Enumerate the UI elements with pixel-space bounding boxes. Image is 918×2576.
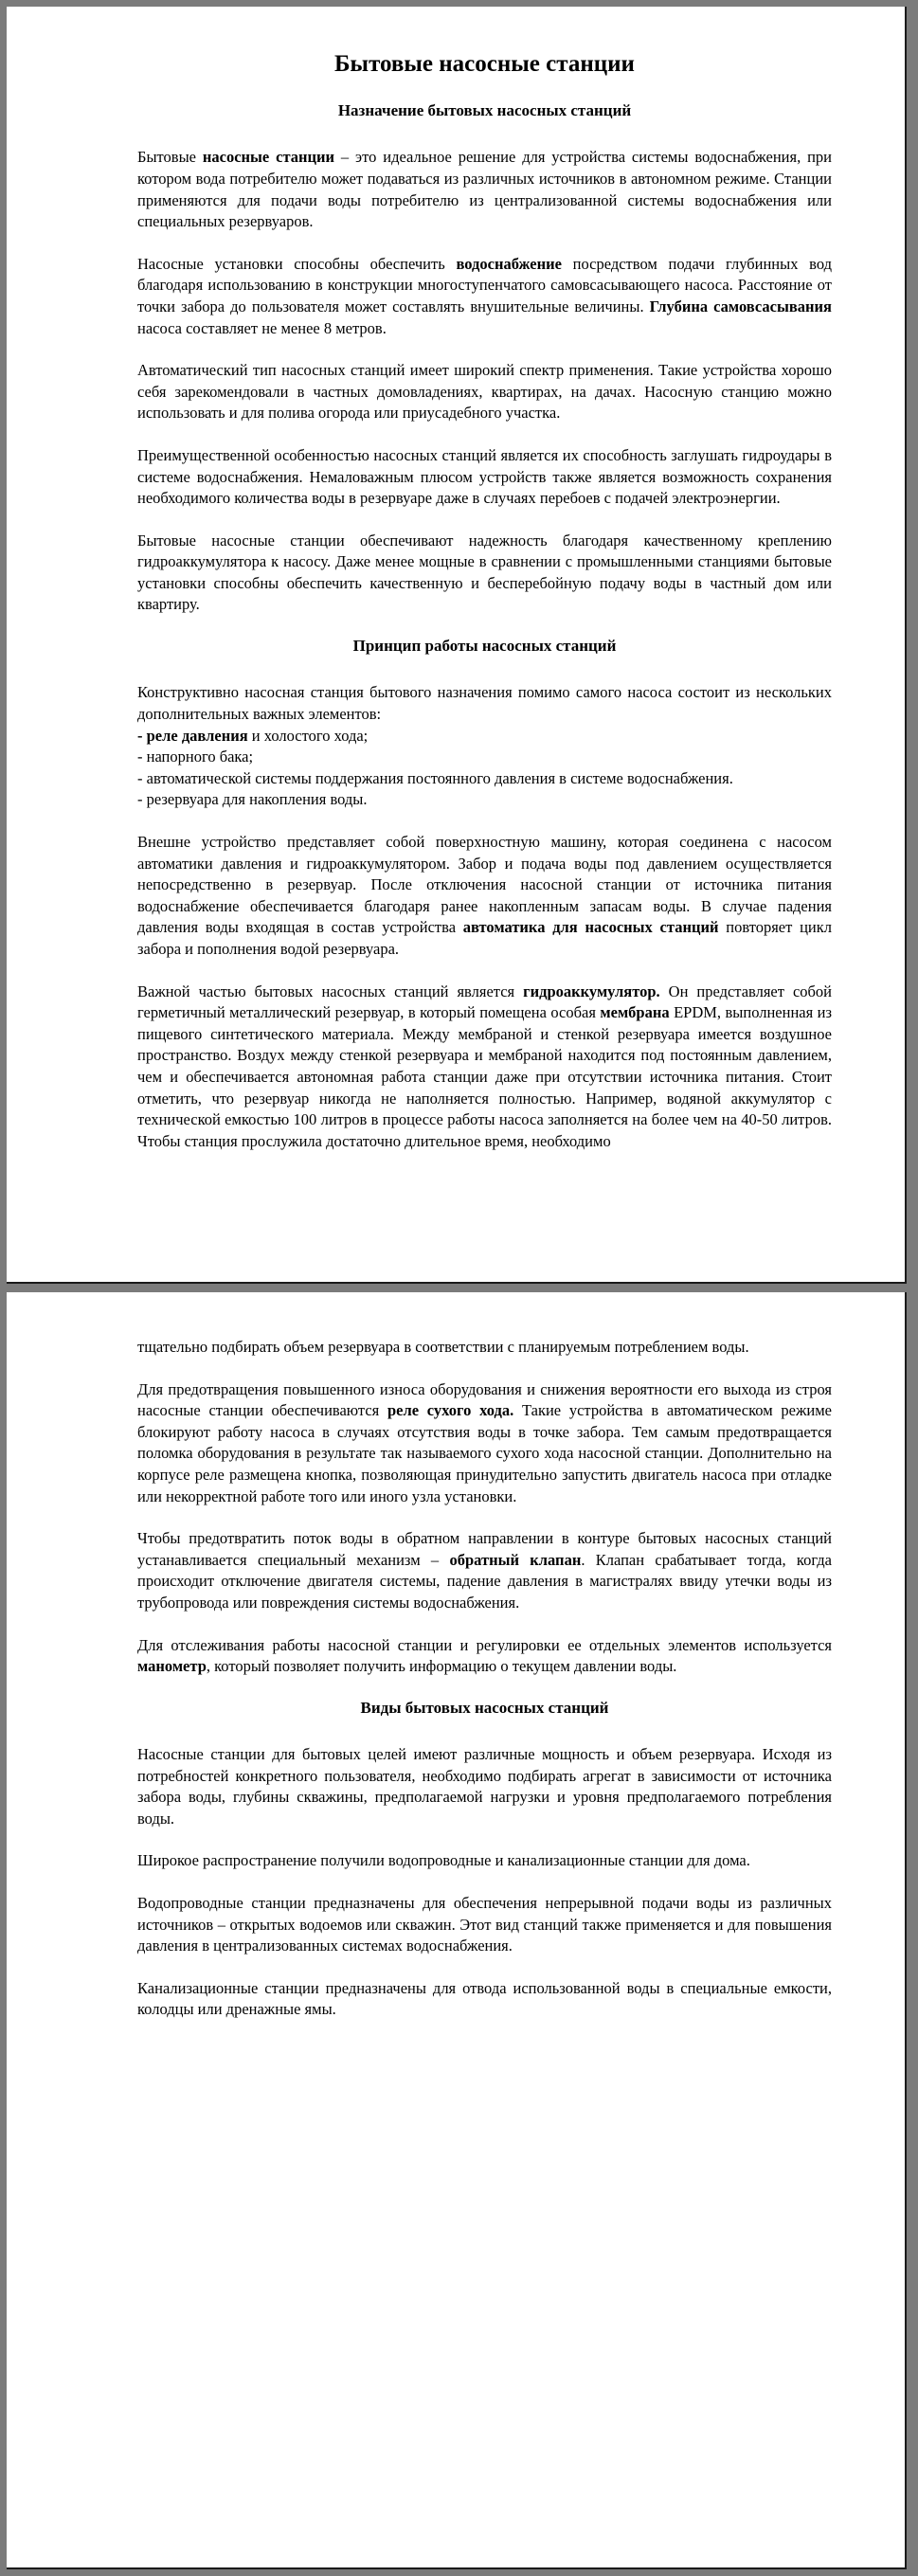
bold-term: манометр [137, 1657, 207, 1676]
bold-term: обратный клапан [449, 1550, 582, 1569]
paragraph [137, 1635, 832, 1678]
paragraph: Водопроводные станции предназначены для обеспечения непрерывной подачи воды из различных источников – открытых водоемов или скважин. Этот вид станций также применяется и для повышения давления в централизованных системах водоснабжения. [137, 1894, 832, 1955]
text: Для предотвращения повышенного износа оборудования и снижения вероятности его выхода из строя насосные станции обеспечиваются [137, 1379, 832, 1420]
paragraph-list [137, 682, 832, 811]
text: Внешне устройство представляет собой поверхностную машину, которая соединена с насосом автоматики давления и гидроаккумулятором. Забор и подача воды под давлением осуществляется непосредственно в резервуар. После отключения насосной станции от источника питания водоснабжение обеспечивается благодаря ранее накопленным запасам воды. В случае падения давления воды входящая в состав устройства [137, 833, 832, 937]
section-heading-types: Виды бытовых насосных станций [360, 1698, 609, 1717]
bold-term: водоснабжение [456, 254, 562, 273]
bold-term: насосные станции [202, 148, 335, 167]
text: посредством подачи глубинных вод благодаря использованию в конструкции многоступенчатого самовсасывающего насоса. Расстояние от точки забора до пользователя может составлять внушительные величины. [137, 254, 832, 315]
paragraph [137, 832, 832, 961]
text: . Клапан срабатывает тогда, когда происходит отключение двигателя системы, падение давления в магистралях ввиду утечки воды из трубопровода или повреждения системы водоснабжения. [137, 1550, 832, 1612]
text: Бытовые [137, 148, 203, 167]
list-item [137, 726, 832, 748]
paragraph [137, 982, 832, 1153]
text: Он представляет собой герметичный металлический резервуар, в который помещена особая [137, 982, 833, 1022]
list-item: - автоматической системы поддержания постоянного давления в системе водоснабжения. [137, 768, 733, 787]
paragraph [137, 1379, 832, 1508]
document-page-1 [7, 7, 907, 1284]
paragraph: Насосные станции для бытовых целей имеют различные мощность и объем резервуара. Исходя из потребностей конкретного пользователя, необходимо подбирать агрегат в зависимости от источника забора воды, глубины скважины, предполагаемой нагрузки и уровня предполагаемого потребления воды. [137, 1745, 832, 1828]
bold-term: реле сухого хода. [387, 1401, 514, 1420]
section-heading-principle: Принцип работы насосных станций [352, 637, 617, 656]
paragraph: Автоматический тип насосных станций имеет широкий спектр применения. Такие устройства хорошо себя зарекомендовали в частных домовладениях, квартирах, на дачах. Насосную станцию можно использовать и для полива огорода или приусадебного участка. [137, 361, 832, 423]
text: – это идеальное решение для устройства системы водоснабжения, при котором вода потребителю может подаваться из различных источников в автономном режиме. Станции применяются для подачи воды потребителю из централизованной системы водоснабжения или специальных резервуаров. [137, 148, 832, 231]
text: , который позволяет получить информацию о текущем давлении воды. [206, 1657, 677, 1676]
bold-term: гидроаккумулятор. [523, 982, 660, 1000]
paragraph: Широкое распространение получили водопроводные и канализационные станции для дома. [137, 1851, 750, 1870]
list-intro: Конструктивно насосная станция бытового назначения помимо самого насоса состоит из нескольких дополнительных важных элементов: [137, 683, 832, 724]
bold-term: Глубина самовсасывания [649, 297, 832, 315]
paragraph [137, 1528, 832, 1613]
section-heading-purpose: Назначение бытовых насосных станций [337, 101, 632, 119]
text: Чтобы предотвратить поток воды в обратном направлении в контуре бытовых насосных станций устанавливается специальный механизм – [137, 1529, 832, 1569]
paragraph: Канализационные станции предназначены для отвода использованной воды в специальные емкости, колодцы или дренажные ямы. [137, 1978, 832, 2019]
bold-term: - реле давления [137, 726, 248, 745]
text: Для отслеживания работы насосной станции и регулировки ее отдельных элементов используется [137, 1635, 832, 1654]
text: Важной частью бытовых насосных станций является [137, 982, 524, 1000]
paragraph: Бытовые насосные станции обеспечивают надежность благодаря качественному креплению гидроаккумулятора к насосу. Даже менее мощные в сравнении с промышленными станциями бытовые установки способны обеспечить качественную и бесперебойную подачу воды в частный дом или квартиру. [137, 531, 832, 614]
paragraph [137, 254, 832, 339]
document-page-2 [7, 1292, 907, 2569]
bold-term: автоматика для насосных станций [462, 918, 719, 937]
bold-term: мембрана [600, 1003, 670, 1022]
text: повторяет цикл забора и пополнения водой резервуара. [137, 918, 832, 958]
text: насоса составляет не менее 8 метров. [137, 318, 387, 337]
paragraph: Преимущественной особенностью насосных станций является их способность заглушать гидроудары в системе водоснабжения. Немаловажным плюсом устройств также является возможность сохранения необходимого количества воды в резервуаре даже в случаях перебоев с подачей электроэнергии. [137, 445, 832, 508]
text: Такие устройства в автоматическом режиме блокируют работу насоса в случаях отсутствия воды в точке забора. Тем самым предотвращается поломка оборудования в результате так называемого сухого хода насосной станции. Дополнительно на корпусе реле размещена кнопка, позволяющая принудительно запустить двигатель насоса при отладке или некорректной работе того или иного узла установки. [137, 1401, 832, 1505]
document-title: Бытовые насосные станции [334, 51, 635, 77]
paragraph: тщательно подбирать объем резервуара в соответствии с планируемым потреблением воды. [137, 1338, 749, 1356]
text: Насосные установки способны обеспечить [137, 254, 457, 273]
list-item: - резервуара для накопления воды. [137, 790, 368, 809]
text: и холостого хода; [247, 726, 369, 745]
text: EPDM, выполненная из пищевого синтетического материала. Между мембраной и стенкой резервуара имеется воздушное пространство. Воздух между стенкой резервуара и мембраной находится под постоянным давлением, чем и обеспечивается автономная работа станции даже при отсутствии источника питания. Стоит отметить, что резервуар никогда не наполняется полностью. Например, водяной аккумулятор с технической емкостью 100 литров в процессе работы насоса заполняется на более чем на 40-50 литров. Чтобы станция прослужила достаточно длительное время, необходимо [137, 1003, 832, 1150]
list-item: - напорного бака; [137, 748, 254, 766]
paragraph [137, 147, 832, 232]
